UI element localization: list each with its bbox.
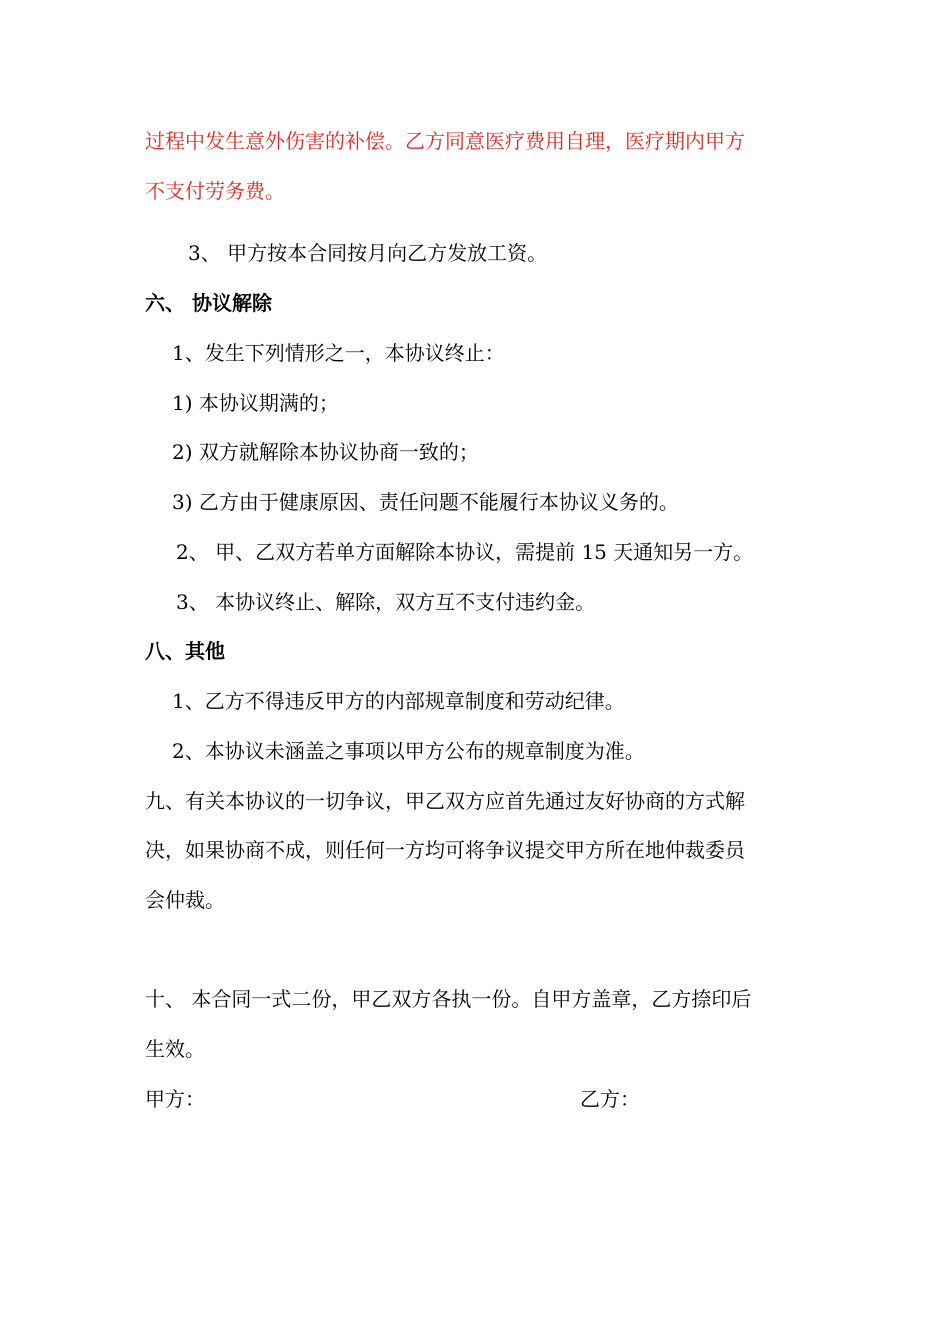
section-6-item-3: 3、 本协议终止、解除，双方互不支付违约金。: [176, 590, 596, 614]
section-8-item-2: 2、本协议未涵盖之事项以甲方公布的规章制度为准。: [172, 739, 645, 763]
section-6-subitem-2: 2) 双方就解除本协议协商一致的；: [172, 440, 479, 464]
red-paragraph-line-2: 不支付劳务费。: [145, 179, 285, 203]
section-6-subitem-3: 3) 乙方由于健康原因、责任问题不能履行本协议义务的。: [172, 490, 679, 514]
section-9-line-3: 会仲裁。: [145, 888, 225, 912]
party-b-signature-label: 乙方：: [580, 1087, 640, 1111]
section-6-item-1: 1、发生下列情形之一，本协议终止：: [172, 341, 505, 365]
red-paragraph-line-1: 过程中发生意外伤害的补偿。乙方同意医疗费用自理，医疗期内甲方: [145, 129, 745, 153]
section-10-line-1: 十、 本合同一式二份，甲乙双方各执一份。自甲方盖章，乙方捺印后: [145, 987, 752, 1011]
section-6-heading: 六、 协议解除: [145, 291, 272, 315]
section-6-item-2: 2、 甲、乙双方若单方面解除本协议，需提前 15 天通知另一方。: [176, 540, 754, 564]
section-6-subitem-1: 1) 本协议期满的；: [172, 391, 339, 415]
section-9-line-2: 决，如果协商不成，则任何一方均可将争议提交甲方所在地仲裁委员: [145, 838, 745, 862]
section-8-item-1: 1、乙方不得违反甲方的内部规章制度和劳动纪律。: [172, 689, 625, 713]
party-a-signature-label: 甲方：: [145, 1087, 205, 1111]
section-8-heading: 八、其他: [145, 639, 225, 663]
clause-5-item-3: 3、 甲方按本合同按月向乙方发放工资。: [188, 241, 548, 265]
section-9-line-1: 九、有关本协议的一切争议，甲乙双方应首先通过友好协商的方式解: [145, 789, 745, 813]
section-10-line-2: 生效。: [145, 1037, 205, 1061]
